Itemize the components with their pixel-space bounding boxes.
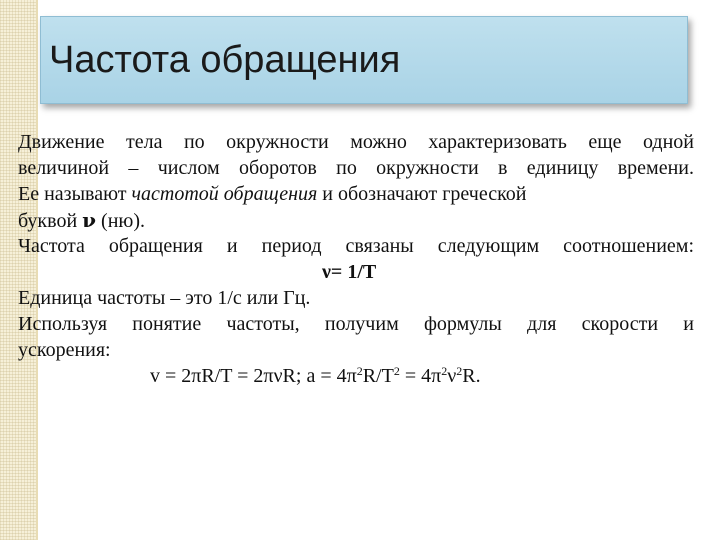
body-text-span: (ню). — [96, 210, 145, 232]
formula-velocity-acceleration — [18, 363, 694, 389]
body-text-span: и обозначают греческой — [317, 183, 527, 205]
body-line-9: ускорения: — [18, 339, 111, 361]
body-line-7: Единица частоты – это 1/с или Гц. — [18, 287, 311, 309]
body-text-span: буквой — [18, 210, 83, 232]
body-text-span: Ее называют — [18, 183, 132, 205]
formula-part: = 4π — [399, 365, 442, 387]
slide-title: Частота обращения — [49, 39, 401, 81]
body-line-2: величиной – числом оборотов по окружности в единицу времени. — [18, 157, 694, 179]
slide-body — [18, 129, 694, 389]
title-banner — [40, 16, 688, 104]
formula-frequency-period: ν= 1/T — [322, 261, 377, 283]
body-line-1: Движение тела по окружности можно характеризовать еще одной — [18, 131, 694, 153]
term-italic: частотой обращения — [131, 183, 318, 205]
body-line-8: Используя понятие частоты, получим формулы для скорости и — [18, 313, 694, 335]
formula-part: ν — [447, 365, 457, 387]
formula-part: v = 2πR/T = 2πνR; a = 4π — [150, 365, 357, 387]
formula-superscript: 2 — [456, 364, 463, 378]
formula-part: R/T — [362, 365, 394, 387]
formula-part: R. — [462, 365, 481, 387]
formula-superscript: 2 — [441, 364, 448, 378]
body-line-5: Частота обращения и период связаны следующим соотношением: — [18, 235, 694, 257]
body-line-3 — [18, 181, 694, 207]
body-line-4 — [18, 207, 694, 233]
formula-superscript: 2 — [393, 364, 400, 378]
formula-superscript: 2 — [356, 364, 363, 378]
nu-symbol: ν — [82, 208, 97, 232]
